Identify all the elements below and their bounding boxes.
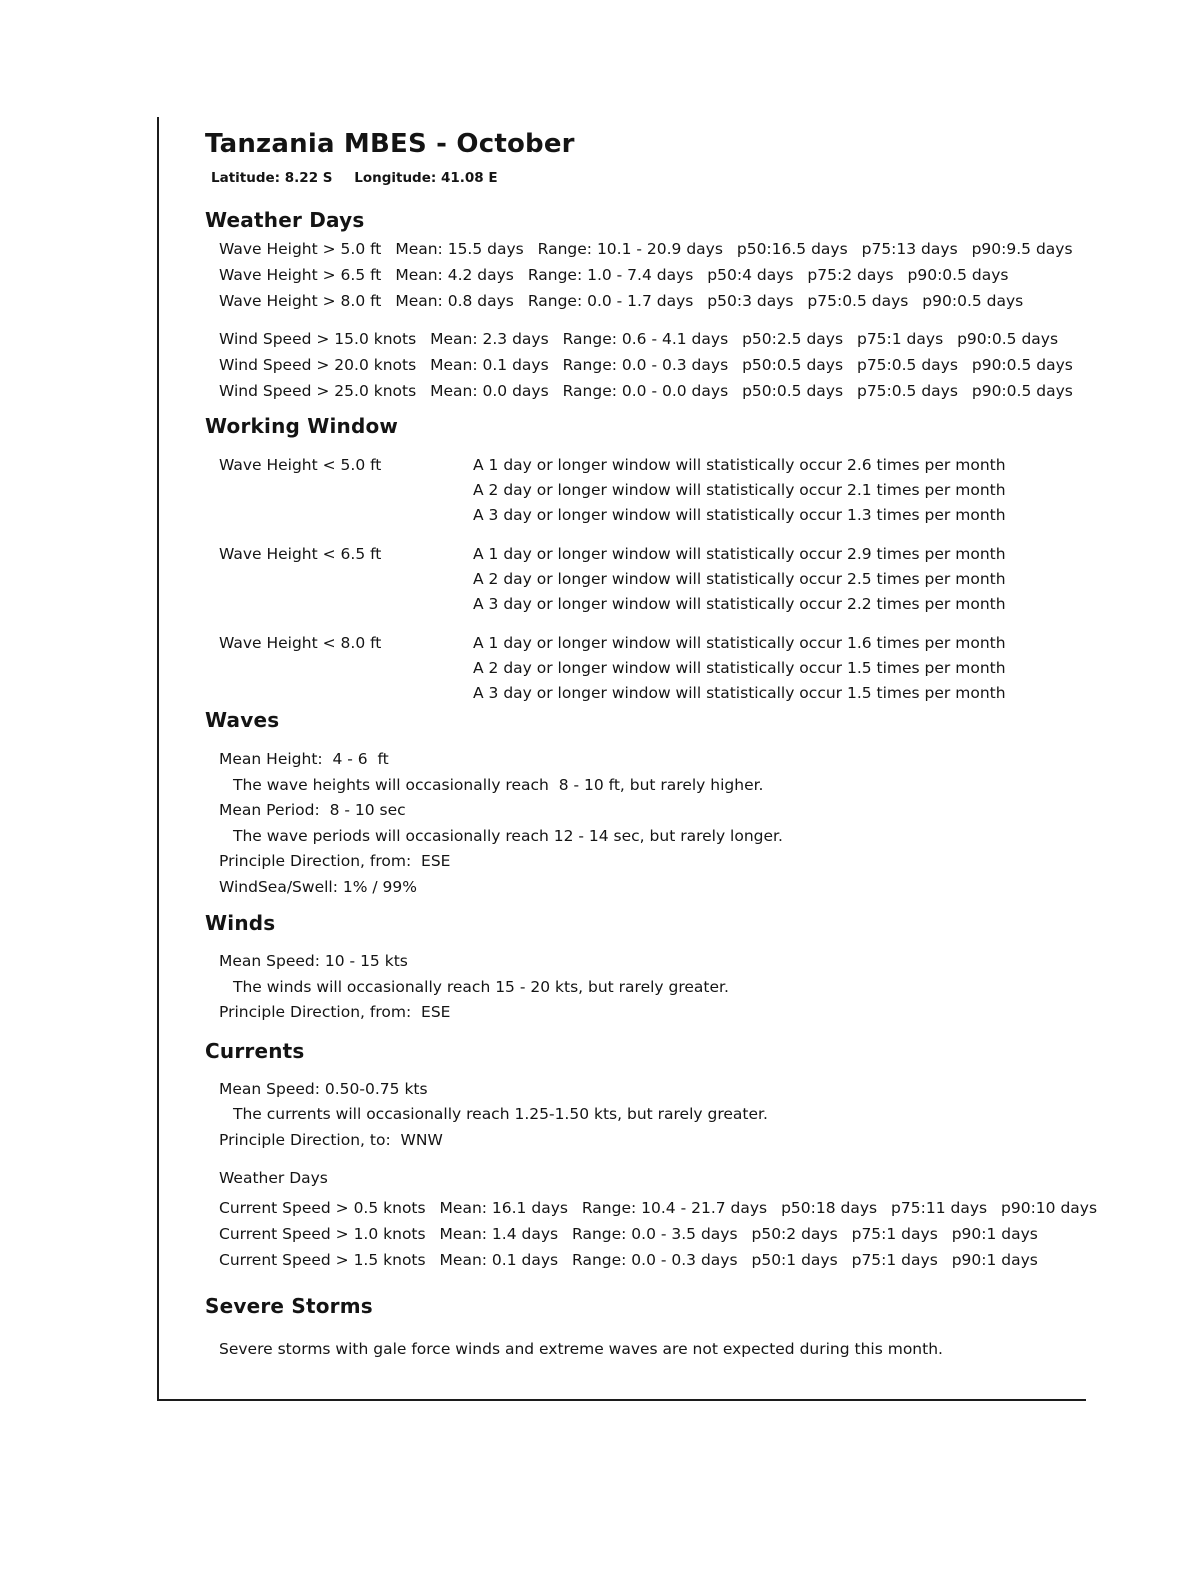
- section-heading-severe-storms: Severe Storms: [205, 1294, 373, 1318]
- stat-p50: p50:4 days: [707, 266, 794, 284]
- stat-condition: Wave Height > 5.0 ft: [219, 240, 382, 258]
- window-line: A 1 day or longer window will statistically occur 1.6 times per month: [473, 634, 1006, 652]
- stat-condition: Wave Height > 8.0 ft: [219, 292, 382, 310]
- report-title: Tanzania MBES - October: [205, 129, 575, 159]
- stat-row-current-1-5kt: [205, 1247, 1086, 1273]
- section-heading-winds: Winds: [205, 911, 276, 935]
- stat-mean: Mean: 16.1 days: [439, 1199, 568, 1217]
- stat-range: Range: 0.0 - 0.0 days: [562, 382, 729, 400]
- stat-condition: Current Speed > 0.5 knots: [219, 1199, 426, 1217]
- winds-details: [205, 949, 1086, 1026]
- stat-range: Range: 10.1 - 20.9 days: [537, 240, 723, 258]
- window-line: A 1 day or longer window will statistically occur 2.9 times per month: [473, 545, 1006, 563]
- window-condition: Wave Height < 5.0 ft: [219, 456, 382, 474]
- stat-p75: p75:11 days: [891, 1199, 988, 1217]
- stat-mean: Mean: 4.2 days: [395, 266, 514, 284]
- stat-range: Range: 0.0 - 3.5 days: [572, 1225, 738, 1243]
- window-condition: Wave Height < 8.0 ft: [219, 634, 382, 652]
- stat-p75: p75:1 days: [851, 1251, 938, 1269]
- stat-condition: Wind Speed > 25.0 knots: [219, 382, 417, 400]
- stat-row-wave-5ft: [205, 236, 1086, 262]
- stat-range: Range: 0.0 - 0.3 days: [572, 1251, 738, 1269]
- stat-row-wave-6-5ft: [205, 262, 1086, 288]
- window-occurrences: [473, 453, 1006, 528]
- section-heading-currents: Currents: [205, 1038, 305, 1063]
- window-condition: Wave Height < 6.5 ft: [219, 545, 382, 563]
- window-line: A 3 day or longer window will statistically occur 1.5 times per month: [473, 684, 1006, 702]
- window-line: A 2 day or longer window will statistically occur 2.1 times per month: [473, 481, 1006, 499]
- waves-principle-direction: Principle Direction, from: ESE: [219, 852, 451, 870]
- waves-height-note: The wave heights will occasionally reach 8 - 10 ft, but rarely higher.: [233, 775, 764, 794]
- window-occurrences: [473, 542, 1006, 617]
- stat-p90: p90:0.5 days: [957, 330, 1059, 348]
- winds-mean-speed: Mean Speed: 10 - 15 kts: [219, 952, 408, 970]
- currents-mean-speed: Mean Speed: 0.50-0.75 kts: [219, 1079, 428, 1098]
- stat-row-current-1-0kt: [205, 1221, 1086, 1247]
- stat-mean: Mean: 1.4 days: [439, 1225, 559, 1243]
- waves-mean-period: Mean Period: 8 - 10 sec: [219, 801, 406, 819]
- stat-p90: p90:0.5 days: [907, 266, 1009, 284]
- stat-mean: Mean: 15.5 days: [395, 240, 524, 258]
- stat-p75: p75:0.5 days: [856, 382, 958, 400]
- currents-speed-note: The currents will occasionally reach 1.25-1.50 kts, but rarely greater.: [233, 1105, 768, 1123]
- latitude-value: Latitude: 8.22 S: [211, 170, 333, 186]
- waves-mean-height: Mean Height: 4 - 6 ft: [219, 750, 389, 768]
- current-speed-weather-days: [205, 1195, 1098, 1273]
- stat-row-wind-20kt: [205, 352, 1086, 378]
- waves-period-note: The wave periods will occasionally reach 12 - 14 sec, but rarely longer.: [233, 826, 783, 845]
- stat-p90: p90:1 days: [951, 1225, 1038, 1243]
- section-heading-waves: Waves: [205, 708, 280, 732]
- winds-principle-direction: Principle Direction, from: ESE: [219, 1003, 451, 1021]
- stat-condition: Current Speed > 1.5 knots: [219, 1251, 426, 1269]
- window-line: A 1 day or longer window will statistically occur 2.6 times per month: [473, 456, 1006, 474]
- stat-p50: p50:2 days: [751, 1225, 838, 1243]
- stat-mean: Mean: 0.1 days: [430, 356, 549, 374]
- section-heading-working-window: Working Window: [205, 414, 399, 438]
- stat-p50: p50:0.5 days: [742, 382, 844, 400]
- stat-row-current-0-5kt: [205, 1195, 1098, 1221]
- stat-mean: Mean: 2.3 days: [430, 330, 549, 348]
- stat-mean: Mean: 0.0 days: [430, 382, 549, 400]
- stat-range: Range: 0.6 - 4.1 days: [562, 330, 729, 348]
- report-content-frame: [157, 117, 1098, 1400]
- stat-p75: p75:2 days: [807, 266, 894, 284]
- stat-p75: p75:0.5 days: [856, 356, 958, 374]
- stat-range: Range: 10.4 - 21.7 days: [581, 1199, 768, 1217]
- working-window-group-8ft: [205, 631, 1086, 706]
- stat-mean: Mean: 0.8 days: [395, 292, 514, 310]
- stat-p75: p75:0.5 days: [807, 292, 909, 310]
- working-window-group-6-5ft: [205, 542, 1086, 617]
- window-line: A 3 day or longer window will statistically occur 2.2 times per month: [473, 595, 1006, 613]
- window-line: A 2 day or longer window will statistically occur 1.5 times per month: [473, 659, 1006, 677]
- stat-p50: p50:16.5 days: [736, 240, 848, 258]
- window-occurrences: [473, 631, 1006, 706]
- stat-p90: p90:1 days: [951, 1251, 1038, 1269]
- severe-storms-text: Severe storms with gale force winds and extreme waves are not expected during this month.: [219, 1340, 943, 1358]
- page-bottom-border: [157, 1399, 1086, 1401]
- waves-windsea-swell: WindSea/Swell: 1% / 99%: [219, 877, 417, 896]
- stat-condition: Wind Speed > 20.0 knots: [219, 356, 417, 374]
- wind-speed-weather-days: [205, 326, 1086, 404]
- working-window-group-5ft: [205, 453, 1086, 528]
- waves-details: [205, 747, 1086, 900]
- stat-p90: p90:0.5 days: [971, 356, 1073, 374]
- stat-p90: p90:0.5 days: [922, 292, 1024, 310]
- window-line: A 3 day or longer window will statistically occur 1.3 times per month: [473, 506, 1006, 524]
- wave-height-weather-days: [205, 236, 1086, 314]
- stat-p75: p75:13 days: [861, 240, 958, 258]
- stat-p90: p90:9.5 days: [971, 240, 1073, 258]
- stat-p75: p75:1 days: [856, 330, 944, 348]
- window-line: A 2 day or longer window will statistically occur 2.5 times per month: [473, 570, 1006, 588]
- stat-p50: p50:3 days: [707, 292, 794, 310]
- stat-p90: p90:0.5 days: [971, 382, 1073, 400]
- stat-range: Range: 0.0 - 0.3 days: [562, 356, 729, 374]
- stat-p50: p50:2.5 days: [742, 330, 844, 348]
- stat-condition: Wind Speed > 15.0 knots: [219, 330, 417, 348]
- stat-condition: Wave Height > 6.5 ft: [219, 266, 382, 284]
- currents-details: [205, 1077, 1086, 1154]
- stat-p50: p50:18 days: [781, 1199, 878, 1217]
- stat-range: Range: 0.0 - 1.7 days: [527, 292, 694, 310]
- stat-row-wind-25kt: [205, 378, 1086, 404]
- stat-p90: p90:10 days: [1001, 1199, 1098, 1217]
- coordinates: [211, 169, 1086, 187]
- stat-p50: p50:0.5 days: [742, 356, 844, 374]
- currents-principle-direction: Principle Direction, to: WNW: [219, 1130, 443, 1149]
- winds-speed-note: The winds will occasionally reach 15 - 20 kts, but rarely greater.: [233, 977, 729, 996]
- stat-p75: p75:1 days: [851, 1225, 938, 1243]
- stat-row-wind-15kt: [205, 326, 1086, 352]
- stat-condition: Current Speed > 1.0 knots: [219, 1225, 426, 1243]
- currents-weather-days-label: Weather Days: [219, 1169, 328, 1187]
- section-heading-weather-days: Weather Days: [205, 208, 365, 232]
- stat-p50: p50:1 days: [751, 1251, 838, 1269]
- stat-range: Range: 1.0 - 7.4 days: [527, 266, 694, 284]
- longitude-value: Longitude: 41.08 E: [354, 170, 498, 186]
- stat-mean: Mean: 0.1 days: [439, 1251, 559, 1269]
- stat-row-wave-8ft: [205, 288, 1086, 314]
